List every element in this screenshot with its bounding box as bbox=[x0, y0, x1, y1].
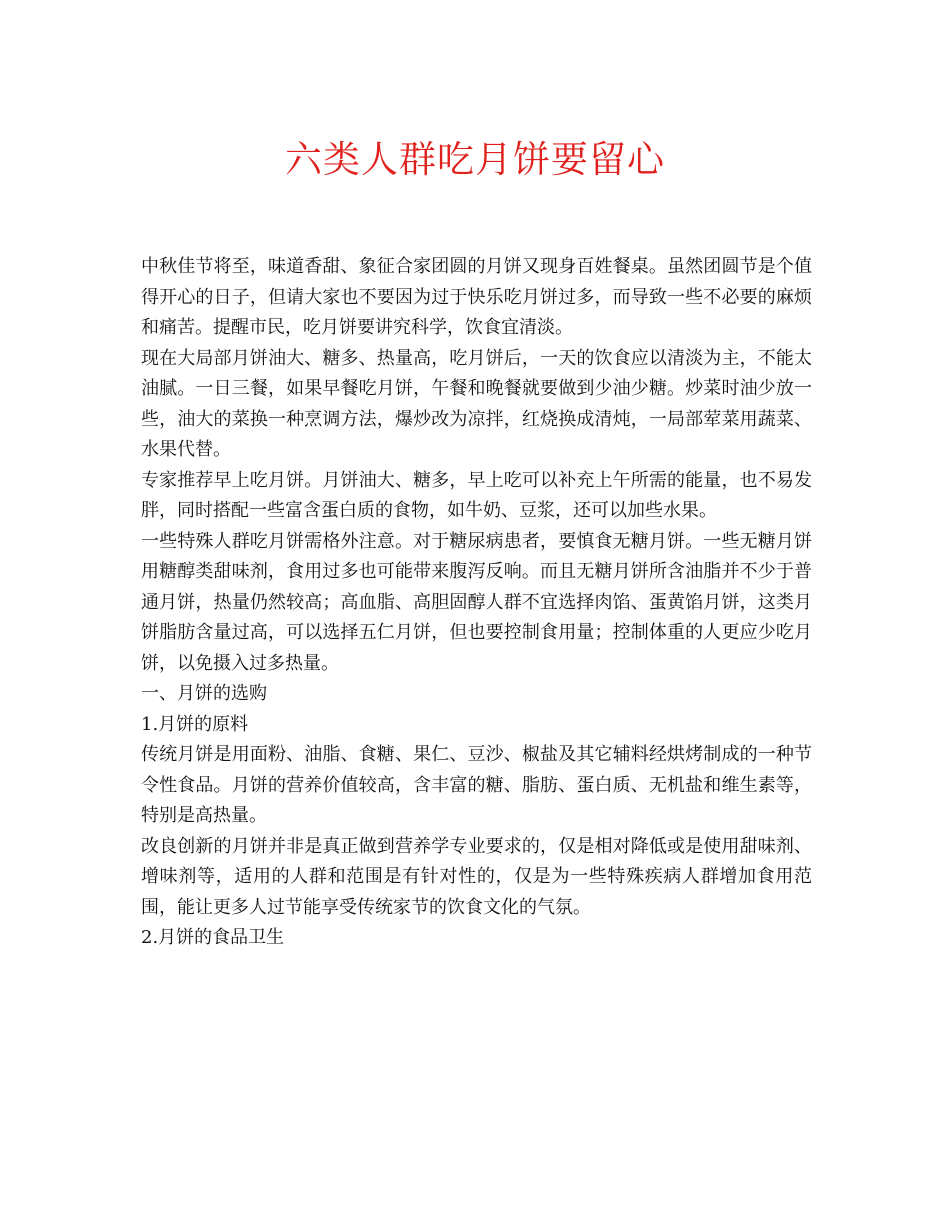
paragraph-diet-advice: 现在大局部月饼油大、糖多、热量高，吃月饼后，一天的饮食应以清淡为主，不能太油腻。一日三餐，如果早餐吃月饼，午餐和晚餐就要做到少油少糖。炒菜时油少放一些，油大的菜换一种烹调方法，爆炒改为凉拌，红烧换成清炖，一局部荤菜用蔬菜、水果代替。 bbox=[141, 347, 812, 460]
paragraph-special-groups: 一些特殊人群吃月饼需格外注意。对于糖尿病患者，要慎食无糖月饼。一些无糖月饼用糖醇类甜味剂，食用过多也可能带来腹泻反响。而且无糖月饼所含油脂并不少于普通月饼，热量仍然较高；高血脂、高胆固醇人群不宜选择肉馅、蛋黄馅月饼，这类月饼脂肪含量过高，可以选择五仁月饼，但也要控制食用量；控制体重的人更应少吃月饼，以免摄入过多热量。 bbox=[141, 530, 812, 674]
page-title: 六类人群吃月饼要留心 bbox=[285, 138, 665, 181]
subheading-hygiene: 2.月饼的食品卫生 bbox=[141, 927, 285, 948]
section-heading-selection: 一、月饼的选购 bbox=[141, 683, 267, 704]
paragraph-intro: 中秋佳节将至，味道香甜、象征合家团圆的月饼又现身百姓餐桌。虽然团圆节是个值得开心的日子，但请大家也不要因为过于快乐吃月饼过多，而导致一些不必要的麻烦和痛苦。提醒市民，吃月饼要讲究科学，饮食宜清淡。 bbox=[141, 256, 812, 338]
document-body bbox=[141, 252, 812, 954]
paragraph-improved: 改良创新的月饼并非是真正做到营养学专业要求的，仅是相对降低或是使用甜味剂、增味剂等，适用的人群和范围是有针对性的，仅是为一些特殊疾病人群增加食用范围，能让更多人过节能享受传统家节的饮食文化的气氛。 bbox=[141, 835, 812, 918]
subheading-ingredients: 1.月饼的原料 bbox=[141, 713, 249, 735]
paragraph-breakfast: 专家推荐早上吃月饼。月饼油大、糖多，早上吃可以补充上午所需的能量，也不易发胖，同时搭配一些富含蛋白质的食物，如牛奶、豆浆，还可以加些水果。 bbox=[141, 469, 812, 521]
paragraph-traditional: 传统月饼是用面粉、油脂、食糖、果仁、豆沙、椒盐及其它辅料经烘烤制成的一种节令性食品。月饼的营养价值较高，含丰富的糖、脂肪、蛋白质、无机盐和维生素等，特别是高热量。 bbox=[141, 744, 812, 826]
